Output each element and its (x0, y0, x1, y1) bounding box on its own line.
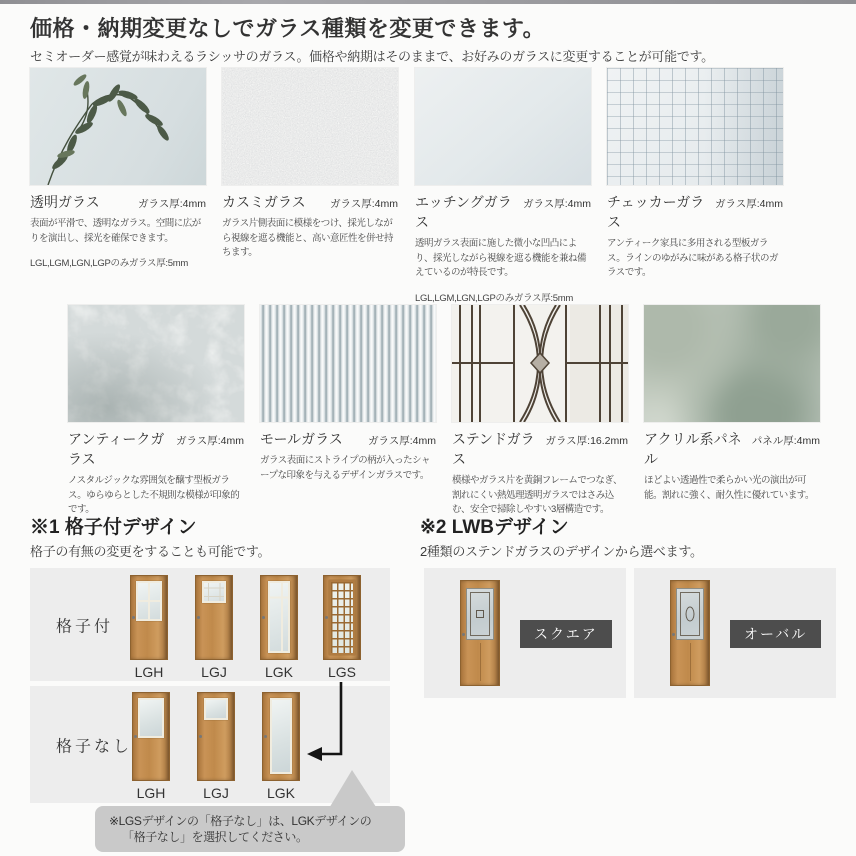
glass-card-acrylic (644, 305, 820, 503)
glass-description: アンティーク家具に多用される型板ガラス。ラインのゆがみに味がある格子状のガラスです。 (607, 238, 779, 279)
square-design-badge: スクエア (520, 620, 612, 648)
door-code: LGK (264, 664, 293, 680)
note-line-2: 「格子なし」を選択してください。 (122, 829, 308, 844)
glass-note: LGL,LGM,LGN,LGPのみガラス厚:5mm (30, 258, 188, 270)
lwb-option-square (424, 568, 626, 698)
lwb-option-oval (634, 568, 836, 698)
glass-thickness: ガラス厚:16.2mm (545, 435, 628, 447)
glass-thickness: ガラス厚:4mm (138, 198, 206, 210)
door-slot (253, 575, 305, 680)
glass-description: ガラス片側表面に模様をつけ、採光しながら視線を遮る機能と、高い意匠性を併せ持ちます。 (222, 218, 394, 259)
section2-subheading: 2種類のステンドガラスのデザインから選べます。 (420, 544, 703, 559)
door-lgh-grid (130, 575, 168, 660)
row-label: 格子なし (56, 738, 133, 755)
section1-heading: ※1 格子付デザイン (30, 517, 197, 538)
glass-thickness: ガラス厚:4mm (523, 198, 591, 210)
door-lgh-plain (132, 692, 170, 781)
door-lgj-plain (197, 692, 235, 781)
door-slot (190, 692, 242, 801)
glass-name: エッチングガラス (415, 194, 512, 230)
oval-design-badge: オーバル (730, 620, 821, 648)
glass-card-checker (607, 68, 783, 281)
door-code: LGS (327, 664, 356, 680)
glass-thickness: ガラス厚:4mm (330, 198, 398, 210)
door-code: LGH (136, 785, 166, 801)
glass-description: ノスタルジックな雰囲気を醸す型板ガラス。ゆらゆらとした不規則な模様が印象的です。 (68, 475, 240, 516)
page-subtitle: セミオーダー感覚が味わえるラシッサのガラス。価格や納期はそのままで、お好みのガラスに変更することが可能です。 (30, 49, 714, 64)
koshi-row-with-grid (30, 568, 390, 681)
glass-name: チェッカーガラス (607, 194, 705, 230)
glass-card-kasumi (222, 68, 398, 261)
glass-card-mall (260, 305, 436, 483)
glass-description: 表面が平滑で、透明なガラス。空間に広がりを演出し、採光を確保できます。 (30, 218, 201, 244)
lgs-note-bubble (95, 806, 405, 852)
etching-glass-image (415, 68, 591, 185)
door-code: LGK (266, 785, 295, 801)
glass-description: ほどよい透過性で柔らかい光の演出が可能。割れに強く、耐久性に優れています。 (644, 475, 815, 501)
glass-card-clear (30, 68, 206, 269)
glass-name: 透明ガラス (30, 194, 100, 210)
acrylic-panel-image (644, 305, 820, 422)
glass-name: ステンドガラス (452, 431, 535, 467)
glass-card-etching (415, 68, 591, 304)
koshi-row-without-grid (30, 686, 390, 803)
page-title: 価格・納期変更なしでガラス種類を変更できます。 (30, 16, 546, 41)
mall-glass-image (260, 305, 436, 422)
glass-description: 透明ガラス表面に施した微小な凹凸により、採光しながら視線を遮る機能を兼ね備えているのが特長です。 (415, 238, 587, 279)
glass-name: アンティークガラス (68, 431, 165, 467)
door-lgs-grid (323, 575, 361, 660)
top-divider-bar (0, 0, 856, 4)
door-slot (188, 575, 240, 680)
door-lgk-grid (260, 575, 298, 660)
kasumi-glass-image (222, 68, 398, 185)
glass-name: カスミガラス (222, 194, 306, 210)
door-slot (123, 575, 175, 680)
door-code: LGJ (201, 664, 227, 680)
note-line-1: ※LGSデザインの「格子なし」は、LGKデザインの (109, 814, 372, 828)
section2-heading: ※2 LWBデザイン (420, 517, 569, 538)
door-lgj-grid (195, 575, 233, 660)
clear-glass-image (30, 68, 206, 185)
glass-thickness: ガラス厚:4mm (715, 198, 783, 210)
door-lgk-plain (262, 692, 300, 781)
door-lwb-oval (670, 580, 710, 686)
door-slot (125, 692, 177, 801)
glass-card-stained (452, 305, 628, 518)
row-label: 格子付 (56, 618, 114, 635)
section1-subheading: 格子の有無の変更をすることも可能です。 (30, 544, 271, 559)
door-code: LGH (134, 664, 164, 680)
checker-glass-image (607, 68, 783, 185)
glass-thickness: ガラス厚:4mm (176, 435, 244, 447)
glass-thickness: パネル厚:4mm (751, 435, 820, 447)
door-code: LGJ (203, 785, 229, 801)
door-lwb-square (460, 580, 500, 686)
glass-description: 模様やガラス片を黄銅フレームでつなぎ、割れにくい熱処理透明ガラスではさみ込む、安全で掃除しやすい3層構造です。 (452, 475, 622, 516)
antique-glass-image (68, 305, 244, 422)
glass-name: アクリル系パネル (644, 431, 742, 467)
door-slot (255, 692, 307, 801)
glass-card-antique (68, 305, 244, 518)
door-slot (316, 575, 368, 680)
glass-thickness: ガラス厚:4mm (368, 435, 436, 447)
stained-glass-image (452, 305, 628, 422)
glass-description: ガラス表面にストライプの柄が入ったシャープな印象を与えるデザインガラスです。 (260, 455, 430, 481)
glass-name: モールガラス (260, 431, 343, 447)
glass-note: LGL,LGM,LGN,LGPのみガラス厚:5mm (415, 293, 573, 305)
plant-illustration (30, 68, 206, 185)
